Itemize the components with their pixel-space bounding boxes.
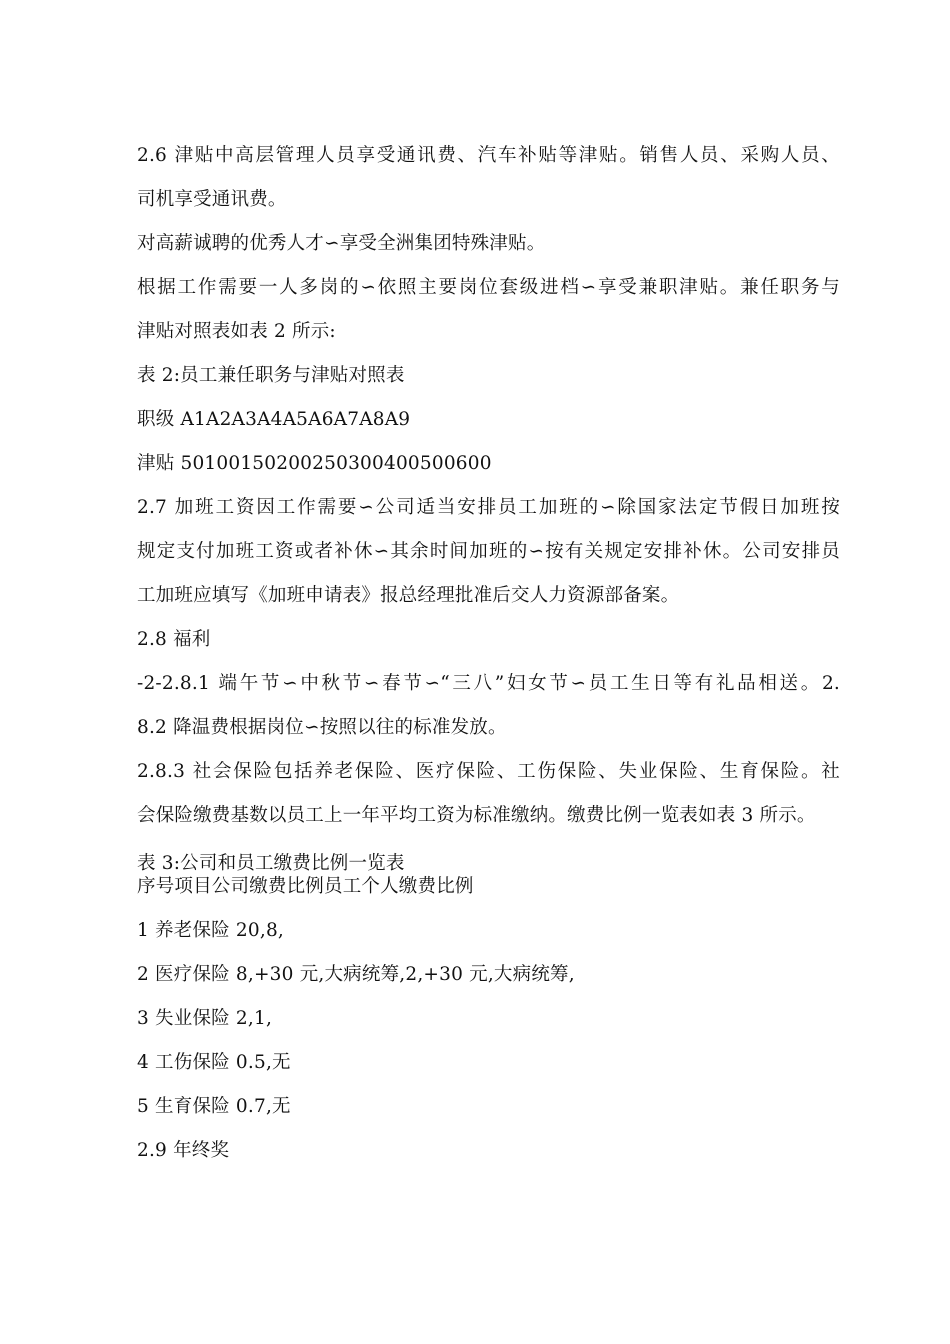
paragraph-line: 2.7 加班工资因工作需要∽公司适当安排员工加班的∽除国家法定节假日加班按	[137, 497, 840, 518]
table-row: 职级 A1A2A3A4A5A6A7A8A9	[137, 409, 411, 430]
table-row: 4 工伤保险 0.5,无	[137, 1052, 291, 1073]
paragraph-line: 规定支付加班工资或者补休∽其余时间加班的∽按有关规定安排补休。公司安排员	[137, 541, 840, 562]
paragraph-line: 根据工作需要一人多岗的∽依照主要岗位套级进档∽享受兼职津贴。兼任职务与	[137, 277, 840, 298]
paragraph-line: 会保险缴费基数以员工上一年平均工资为标准缴纳。缴费比例一览表如表 3 所示。	[137, 805, 816, 826]
paragraph-line: 8.2 降温费根据岗位∽按照以往的标准发放。	[137, 717, 507, 738]
section-heading: 2.8 福利	[137, 629, 211, 650]
table-row: 津贴 50100150200250300400500600	[137, 453, 492, 474]
paragraph-line: 2.6 津贴中高层管理人员享受通讯费、汽车补贴等津贴。销售人员、采购人员、	[137, 145, 840, 166]
paragraph-line: -2-2.8.1 端午节∽中秋节∽春节∽“三八”妇女节∽员工生日等有礼品相送。2.	[137, 673, 840, 694]
table-row: 2 医疗保险 8,+30 元,大病统筹,2,+30 元,大病统筹,	[137, 964, 575, 985]
table-row: 5 生育保险 0.7,无	[137, 1096, 291, 1117]
table-header: 序号项目公司缴费比例员工个人缴费比例	[137, 876, 474, 897]
paragraph-line: 司机享受通讯费。	[137, 189, 287, 210]
table-caption: 表 3:公司和员工缴费比例一览表	[137, 853, 405, 874]
paragraph-line: 2.8.3 社会保险包括养老保险、医疗保险、工伤保险、失业保险、生育保险。社	[137, 761, 840, 782]
table-caption: 表 2:员工兼任职务与津贴对照表	[137, 365, 405, 386]
paragraph-line: 对高薪诚聘的优秀人才∽享受全洲集团特殊津贴。	[137, 233, 546, 254]
paragraph-line: 工加班应填写《加班申请表》报总经理批准后交人力资源部备案。	[137, 585, 680, 606]
table-row: 3 失业保险 2,1,	[137, 1008, 273, 1029]
table-row: 1 养老保险 20,8,	[137, 920, 285, 941]
section-heading: 2.9 年终奖	[137, 1140, 230, 1161]
paragraph-line: 津贴对照表如表 2 所示:	[137, 321, 336, 342]
